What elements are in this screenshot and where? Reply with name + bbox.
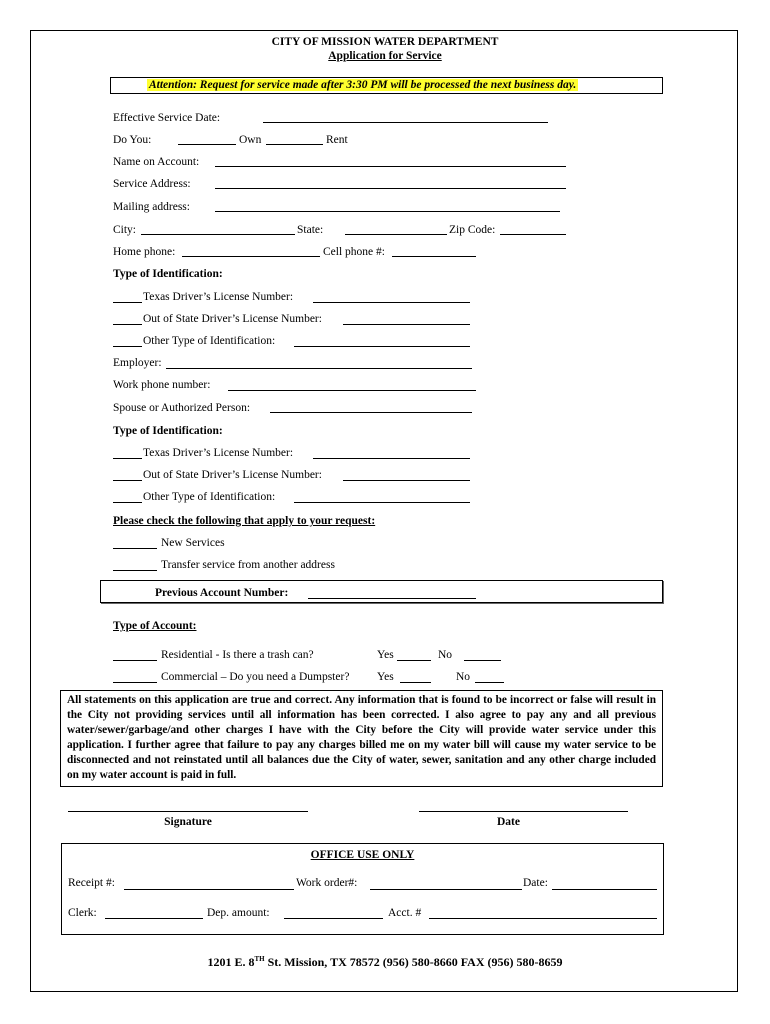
commercial-yes-field[interactable] bbox=[400, 682, 431, 683]
service-address-field[interactable] bbox=[215, 188, 566, 189]
attention-box bbox=[110, 77, 663, 94]
residential-yes-label: Yes bbox=[377, 649, 394, 661]
dep-amount-label: Dep. amount: bbox=[207, 907, 270, 919]
tx-license-check-2[interactable] bbox=[113, 458, 142, 459]
employer-label: Employer: bbox=[113, 357, 162, 369]
state-field[interactable] bbox=[345, 234, 447, 235]
signature-line[interactable] bbox=[68, 811, 308, 812]
out-state-field-2[interactable] bbox=[343, 480, 470, 481]
employer-field[interactable] bbox=[166, 368, 472, 369]
date-label: Date bbox=[497, 816, 520, 828]
state-label: State: bbox=[297, 224, 324, 236]
own-field[interactable] bbox=[178, 144, 236, 145]
commercial-no-field[interactable] bbox=[475, 682, 504, 683]
attention-text: Attention: Request for service made after 3:30 PM will be processed the next business day. bbox=[149, 79, 577, 91]
residential-label: Residential - Is there a trash can? bbox=[161, 649, 314, 661]
transfer-check[interactable] bbox=[113, 570, 157, 571]
mailing-address-field[interactable] bbox=[215, 211, 560, 212]
other-id-field[interactable] bbox=[294, 346, 470, 347]
other-id-label: Other Type of Identification: bbox=[143, 335, 276, 347]
do-you-label: Do You: bbox=[113, 134, 152, 146]
footer-address: 1201 E. 8TH St. Mission, TX 78572 (956) 580-8660 FAX (956) 580-8659 bbox=[207, 955, 563, 969]
transfer-label: Transfer service from another address bbox=[161, 559, 335, 571]
commercial-label: Commercial – Do you need a Dumpster? bbox=[161, 671, 350, 683]
spouse-field[interactable] bbox=[270, 412, 472, 413]
signature-label: Signature bbox=[164, 816, 212, 828]
office-use-heading: OFFICE USE ONLY bbox=[310, 849, 415, 861]
work-phone-field[interactable] bbox=[228, 390, 476, 391]
tx-license-field[interactable] bbox=[313, 302, 470, 303]
effective-date-label: Effective Service Date: bbox=[113, 112, 221, 124]
previous-account-label: Previous Account Number: bbox=[155, 587, 289, 599]
agreement-statement: All statements on this application are true and correct. Any information that is found to be incorrect or false will result in the City not providing services until all information has been corrected. I also agree to pay any and all previous water/sewer/garbage/and other charges I have with the City before the City will provide water service under this application. I further agree that failure to pay any charges billed me on my water bill will cause my water service to be disconnected and not reinstated until all balances due the City of water, sewer, sanitation and any other charge included on my water account is paid in full. bbox=[60, 690, 663, 787]
residential-yes-field[interactable] bbox=[397, 660, 431, 661]
out-state-label: Out of State Driver’s License Number: bbox=[143, 313, 322, 325]
id-heading-2: Type of Identification: bbox=[113, 425, 223, 437]
request-heading: Please check the following that apply to your request: bbox=[113, 515, 376, 527]
commercial-check[interactable] bbox=[113, 682, 157, 683]
cell-phone-field[interactable] bbox=[392, 256, 476, 257]
tx-license-field-2[interactable] bbox=[313, 458, 470, 459]
previous-account-field[interactable] bbox=[308, 598, 476, 599]
rent-field[interactable] bbox=[266, 144, 323, 145]
own-label: Own bbox=[239, 134, 262, 146]
city-label: City: bbox=[113, 224, 137, 236]
new-services-label: New Services bbox=[161, 537, 225, 549]
other-id-check[interactable] bbox=[113, 346, 142, 347]
clerk-label: Clerk: bbox=[68, 907, 97, 919]
tx-license-label: Texas Driver’s License Number: bbox=[143, 291, 294, 303]
home-phone-label: Home phone: bbox=[113, 246, 176, 258]
tx-license-label-2: Texas Driver’s License Number: bbox=[143, 447, 294, 459]
home-phone-field[interactable] bbox=[182, 256, 320, 257]
form-subtitle: Application for Service bbox=[328, 50, 442, 62]
id-heading: Type of Identification: bbox=[113, 268, 223, 280]
city-field[interactable] bbox=[141, 234, 295, 235]
name-on-account-field[interactable] bbox=[215, 166, 566, 167]
zip-label: Zip Code: bbox=[449, 224, 496, 236]
form-title: CITY OF MISSION WATER DEPARTMENT bbox=[271, 36, 499, 48]
effective-date-field[interactable] bbox=[263, 122, 548, 123]
acct-field[interactable] bbox=[429, 918, 657, 919]
residential-no-field[interactable] bbox=[464, 660, 501, 661]
acct-label: Acct. # bbox=[388, 907, 422, 919]
receipt-field[interactable] bbox=[124, 889, 294, 890]
out-state-field[interactable] bbox=[343, 324, 470, 325]
out-state-check-2[interactable] bbox=[113, 480, 142, 481]
clerk-field[interactable] bbox=[105, 918, 203, 919]
office-date-field[interactable] bbox=[552, 889, 657, 890]
other-id-check-2[interactable] bbox=[113, 502, 142, 503]
receipt-label: Receipt #: bbox=[68, 877, 115, 889]
work-phone-label: Work phone number: bbox=[113, 379, 211, 391]
spouse-label: Spouse or Authorized Person: bbox=[113, 402, 251, 414]
account-type-heading: Type of Account: bbox=[113, 620, 197, 632]
mailing-address-label: Mailing address: bbox=[113, 201, 190, 213]
commercial-no-label: No bbox=[456, 671, 471, 683]
out-state-check[interactable] bbox=[113, 324, 142, 325]
work-order-field[interactable] bbox=[370, 889, 522, 890]
other-id-field-2[interactable] bbox=[294, 502, 470, 503]
service-address-label: Service Address: bbox=[113, 178, 191, 190]
cell-phone-label: Cell phone #: bbox=[323, 246, 385, 258]
office-date-label: Date: bbox=[523, 877, 548, 889]
tx-license-check[interactable] bbox=[113, 302, 142, 303]
new-services-check[interactable] bbox=[113, 548, 157, 549]
commercial-yes-label: Yes bbox=[377, 671, 394, 683]
other-id-label-2: Other Type of Identification: bbox=[143, 491, 276, 503]
residential-check[interactable] bbox=[113, 660, 157, 661]
rent-label: Rent bbox=[326, 134, 348, 146]
dep-amount-field[interactable] bbox=[284, 918, 383, 919]
residential-no-label: No bbox=[438, 649, 453, 661]
zip-field[interactable] bbox=[500, 234, 566, 235]
out-state-label-2: Out of State Driver’s License Number: bbox=[143, 469, 322, 481]
date-line[interactable] bbox=[419, 811, 628, 812]
name-on-account-label: Name on Account: bbox=[113, 156, 200, 168]
work-order-label: Work order#: bbox=[296, 877, 358, 889]
